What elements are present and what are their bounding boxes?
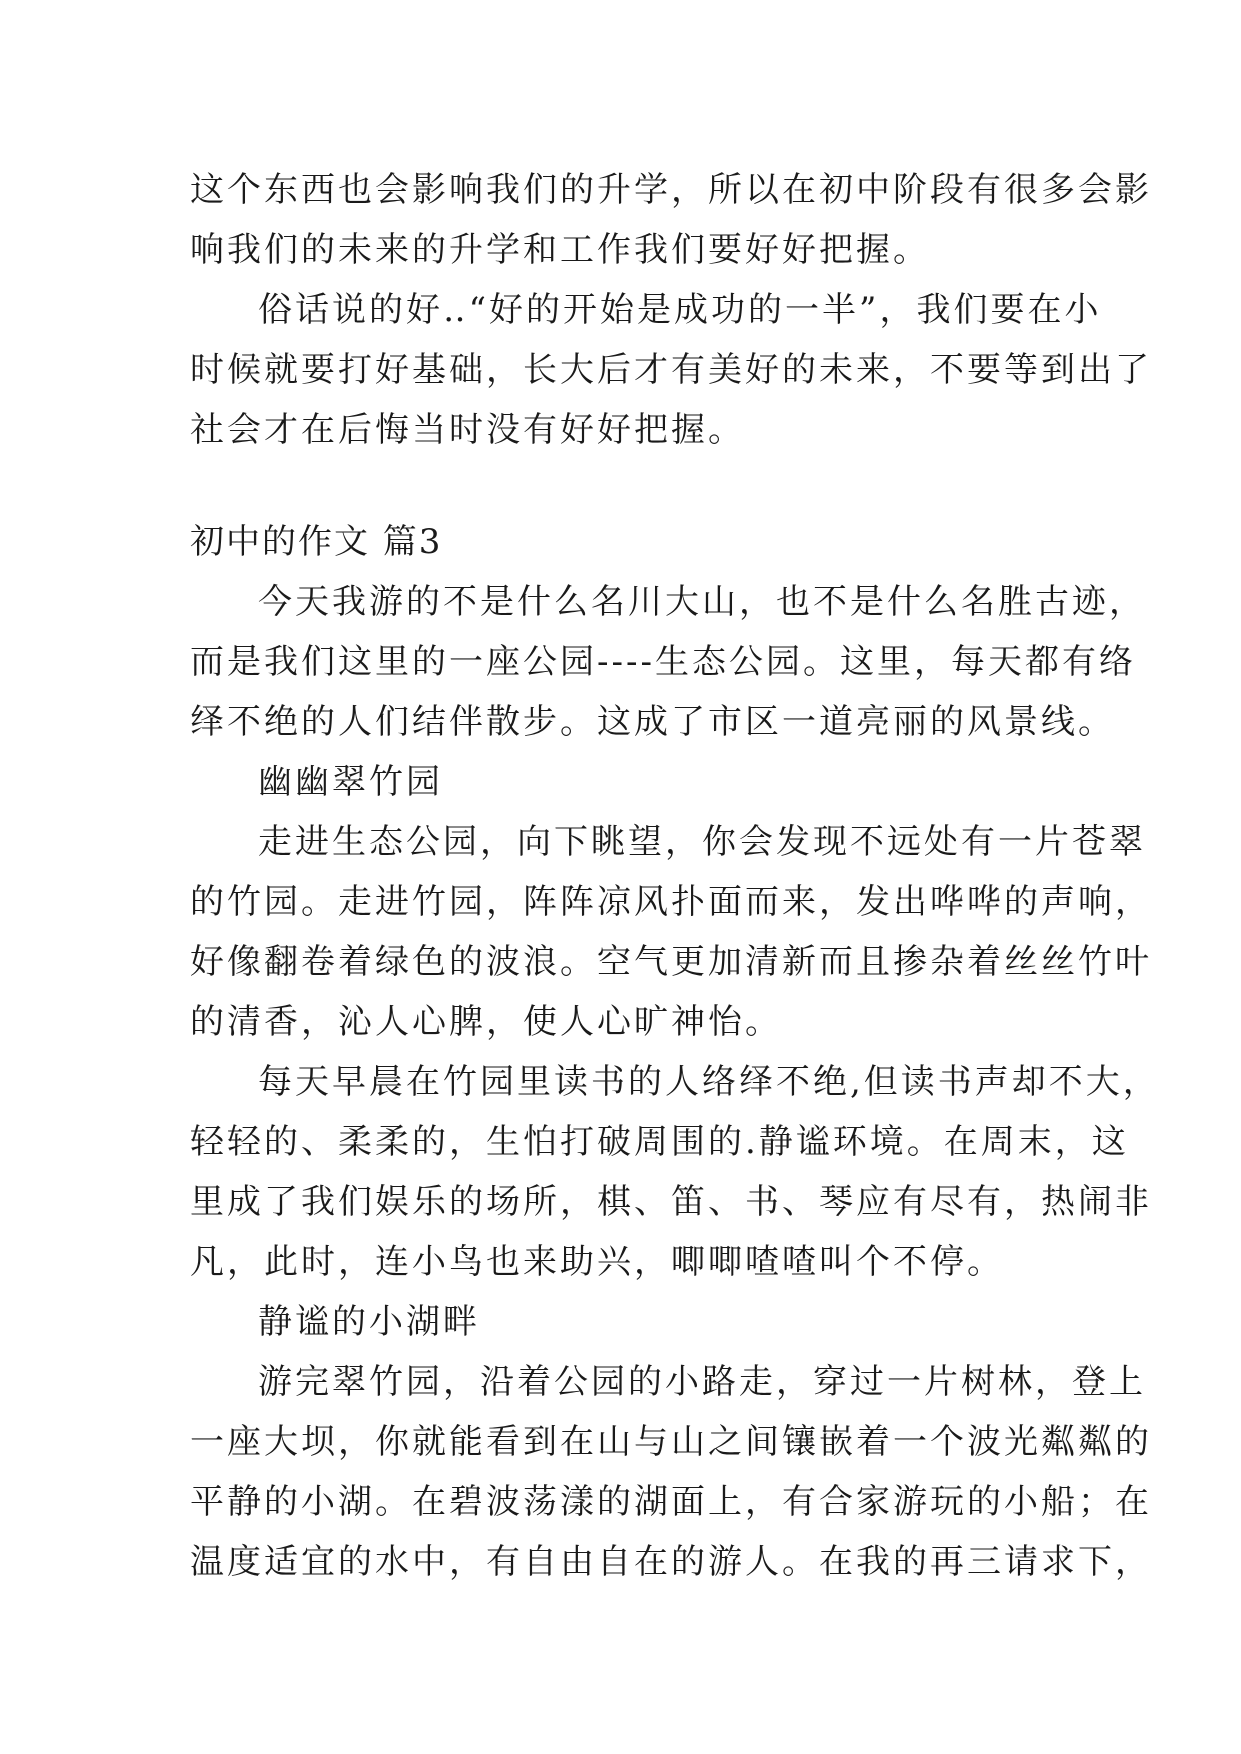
section-title: 初中的作文 篇3 <box>190 522 443 562</box>
text-line: 俗话说的好‥“好的开始是成功的一半”，我们要在小 <box>258 290 1102 330</box>
text-line: 今天我游的不是什么名川大山，也不是什么名胜古迹， <box>258 582 1146 622</box>
text-line: 社会才在后悔当时没有好好把握。 <box>190 410 745 450</box>
text-line: 时候就要打好基础，长大后才有美好的未来，不要等到出了 <box>190 350 1152 390</box>
paragraph-intro <box>190 572 1146 752</box>
text-line: 的竹园。走进竹园，阵阵凉风扑面而来，发出哗哗的声响， <box>190 882 1152 922</box>
text-line: 温度适宜的水中，有自由自在的游人。在我的再三请求下， <box>190 1542 1152 1582</box>
paragraph-proverb <box>190 280 1152 460</box>
text-line: 这个东西也会影响我们的升学，所以在初中阶段有很多会影 <box>190 170 1152 210</box>
text-line: 里成了我们娱乐的场所，棋、笛、书、琴应有尽有，热闹非 <box>190 1182 1152 1222</box>
text-line: 每天早晨在竹园里读书的人络绎不绝,但读书声却不大， <box>258 1062 1160 1102</box>
text-line: 绎不绝的人们结伴散步。这成了市区一道亮丽的风景线。 <box>190 702 1115 742</box>
text-line: 的清香，沁人心脾，使人心旷神怡。 <box>190 1002 782 1042</box>
paragraph-bamboo-2 <box>190 1052 1160 1292</box>
text-line: 轻轻的、柔柔的，生怕打破周围的.静谧环境。在周末，这 <box>190 1122 1129 1162</box>
document-page <box>190 160 1160 1592</box>
text-line: 凡，此时，连小鸟也来助兴，唧唧喳喳叫个不停。 <box>190 1242 1004 1282</box>
subheading-bamboo-garden: 幽幽翠竹园 <box>258 762 443 802</box>
text-line: 好像翻卷着绿色的波浪。空气更加清新而且掺杂着丝丝竹叶 <box>190 942 1152 982</box>
text-line: 游完翠竹园，沿着公园的小路走，穿过一片树林，登上 <box>258 1362 1146 1402</box>
text-line: 平静的小湖。在碧波荡漾的湖面上，有合家游玩的小船；在 <box>190 1482 1152 1522</box>
paragraph-lake <box>190 1352 1152 1592</box>
text-line: 响我们的未来的升学和工作我们要好好把握。 <box>190 230 930 270</box>
paragraph-bamboo-1 <box>190 812 1152 1052</box>
text-line: 一座大坝，你就能看到在山与山之间镶嵌着一个波光粼粼的 <box>190 1422 1152 1462</box>
text-line: 走进生态公园，向下眺望，你会发现不远处有一片苍翠 <box>258 822 1146 862</box>
paragraph-continued <box>190 160 1152 280</box>
text-line: 而是我们这里的一座公园----生态公园。这里，每天都有络 <box>190 642 1136 682</box>
subheading-lake: 静谧的小湖畔 <box>258 1302 480 1342</box>
